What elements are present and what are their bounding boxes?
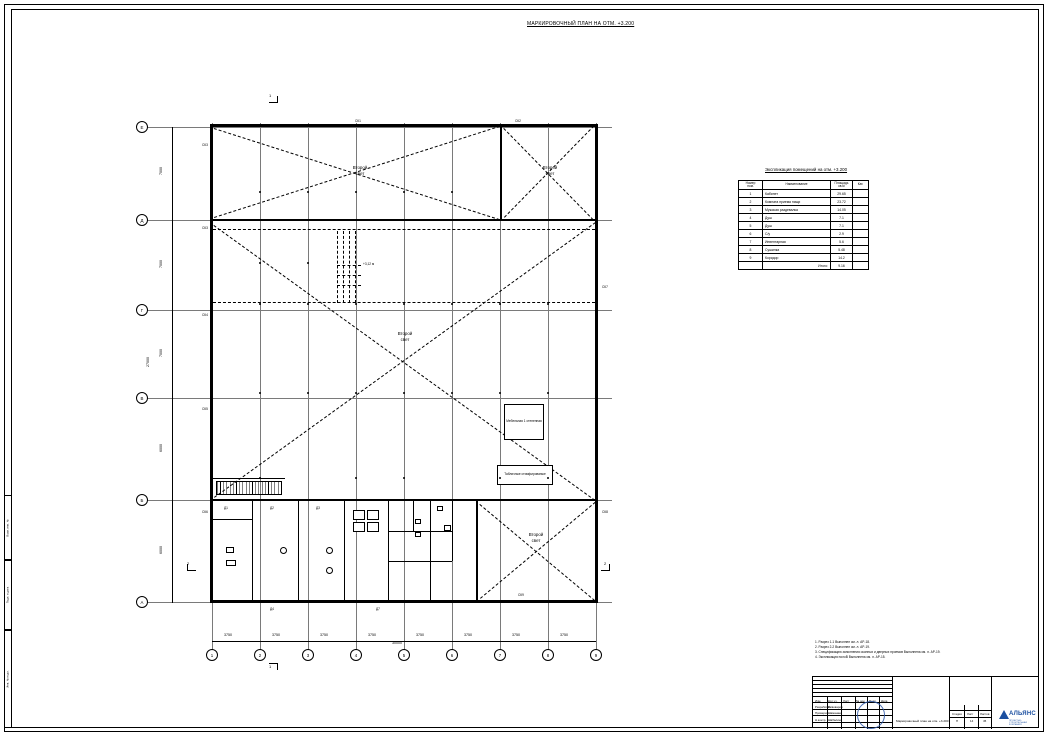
fixture	[226, 547, 234, 553]
shaft-line	[337, 265, 361, 266]
partition	[252, 501, 253, 601]
cell-cat	[853, 262, 869, 270]
tb-sheets-value: 45	[983, 719, 987, 723]
col-header-area: Площадь кв.м	[831, 181, 853, 190]
wall-tag: СК6	[202, 510, 208, 514]
table-row	[739, 214, 869, 222]
table-header-row	[739, 181, 869, 190]
cell-cat	[853, 190, 869, 198]
cell-name: Мужская раздевалка	[763, 206, 831, 214]
axis-bubble-1[interactable]: 1	[206, 649, 218, 661]
tb-col-header: Изм.	[815, 698, 822, 703]
table-row	[739, 254, 869, 262]
tb-col-header: № док.	[856, 698, 866, 703]
partition	[298, 501, 299, 601]
section-mark-tick	[277, 96, 278, 103]
axis-bubble-9[interactable]: 9	[590, 649, 602, 661]
table-row	[739, 238, 869, 246]
wall-tag: СК3	[202, 143, 208, 147]
axis-bubble-2[interactable]: 2	[254, 649, 266, 661]
fixture	[353, 510, 365, 520]
wall-interior-axis-d	[210, 219, 598, 221]
partition	[344, 501, 345, 601]
grid-line-v	[404, 123, 405, 655]
section-mark-label: 2	[187, 561, 190, 566]
door-tag: Д1	[224, 506, 228, 510]
shaft-line	[343, 231, 344, 303]
section-mark-label: 1	[269, 664, 272, 669]
fixture-dot	[326, 547, 333, 554]
tb-person: Шаманаев	[828, 711, 843, 715]
fixture	[415, 532, 421, 537]
room-label-text: Второй	[397, 331, 413, 336]
wall-tag: СК4	[202, 313, 208, 317]
section-mark-tick	[187, 570, 196, 571]
cell-cat	[853, 246, 869, 254]
wall-tag: СК2	[515, 119, 521, 123]
wall-exterior-top	[210, 124, 598, 127]
stair-edge	[213, 478, 285, 479]
note-box-2: Табличные стимфированые	[497, 465, 553, 485]
general-notes	[815, 640, 940, 660]
fixture	[437, 506, 443, 511]
dim-bottom: 3750	[416, 633, 424, 637]
dim-line-bottom	[212, 641, 596, 642]
cell-area: 29.65	[831, 190, 853, 198]
axis-bubble-g[interactable]: Г	[136, 304, 148, 316]
dim-bottom: 3750	[368, 633, 376, 637]
note-line: 3. Спецификацию заполнения оконных и дверных проемов Выполнена см. л. АР-19.	[815, 649, 941, 654]
tb-role: Проверил	[815, 711, 829, 715]
cell-area: 23.72	[831, 198, 853, 206]
left-strip-inv	[4, 630, 11, 728]
cell-area: 9.16	[831, 262, 853, 270]
section-mark-tick	[187, 564, 188, 571]
title-block	[812, 676, 1039, 728]
fixture	[415, 519, 421, 524]
dim-bottom: 3750	[224, 633, 232, 637]
cell-name: Душ	[763, 214, 831, 222]
door-tag: Д3	[316, 506, 320, 510]
cell-name: Душ	[763, 222, 831, 230]
explication-title: Экспликация помещений на отм. +3.200	[765, 167, 848, 172]
axis-bubble-v[interactable]: В	[136, 392, 148, 404]
wall-interior-vertical-top	[500, 124, 502, 221]
cell-area: 7.1	[831, 214, 853, 222]
axis-bubble-8[interactable]: 8	[542, 649, 554, 661]
left-strip-vzam	[4, 495, 11, 560]
tb-sheet-label: Лист	[967, 712, 974, 716]
axis-bubble-6[interactable]: 6	[446, 649, 458, 661]
wall-tag: СК9	[518, 593, 524, 597]
fixture	[444, 525, 451, 531]
floor-plan	[130, 95, 630, 675]
partition	[452, 501, 453, 561]
shaft-line	[337, 231, 338, 303]
cell-name: Сушилка	[763, 246, 831, 254]
table-row	[739, 246, 869, 254]
note-box-1: Мебельная 1 степенная	[504, 404, 544, 440]
shaft-line	[337, 275, 361, 276]
table-row-total	[739, 262, 869, 270]
fixture	[353, 522, 365, 532]
tb-sheet-value: 14	[970, 719, 974, 723]
grid-line-v	[452, 123, 453, 655]
wall-tag: СК7	[602, 285, 608, 289]
dim-left: 7000	[159, 167, 163, 175]
cell-name: Коридор	[763, 254, 831, 262]
cell-number: 2	[739, 198, 763, 206]
tb-drawing-name: Маркировочный план на отм. +3.200	[896, 719, 949, 723]
axis-bubble-7[interactable]: 7	[494, 649, 506, 661]
wall-tag: СК3	[202, 226, 208, 230]
fixture-dot	[326, 567, 333, 574]
company-logo-icon	[999, 710, 1009, 719]
grid-line-v	[548, 123, 549, 655]
axis-bubble-d[interactable]: Д	[136, 214, 148, 226]
table-row	[739, 198, 869, 206]
tb-stage-label: Стадия	[952, 712, 962, 716]
grid-line-v	[356, 123, 357, 655]
table-row	[739, 206, 869, 214]
shaft-line	[337, 285, 361, 286]
fixture	[226, 560, 236, 566]
cell-number: 7	[739, 238, 763, 246]
wall-tag: СК8	[602, 510, 608, 514]
dim-bottom: 3750	[512, 633, 520, 637]
axis-bubble-a[interactable]: А	[136, 596, 148, 608]
cell-name: Инвентарная	[763, 238, 831, 246]
cell-name: Итого:	[763, 262, 831, 270]
cell-number: 6	[739, 230, 763, 238]
wall-exterior-right	[595, 124, 598, 603]
void-cross-line	[479, 504, 594, 601]
col-header-number: Номер пом.	[739, 181, 763, 190]
room-label-text: свет	[400, 336, 410, 342]
dim-bottom-total: 30000	[392, 641, 402, 645]
col-header-name: Наименование	[763, 181, 831, 190]
cell-number: 1	[739, 190, 763, 198]
axis-bubble-4[interactable]: 4	[350, 649, 362, 661]
void-cross-line	[480, 502, 595, 599]
shaft-line	[355, 231, 356, 303]
tb-sheets-label: Листов	[980, 712, 990, 716]
fixture	[367, 510, 379, 520]
partition	[413, 501, 414, 531]
tb-role: Разработал	[815, 704, 831, 709]
tb-person: Шабалина	[828, 717, 842, 722]
note-line: 1. Разрез 1-1 Выполнен см. л. АР-18.	[815, 640, 870, 644]
axis-bubble-5[interactable]: 5	[398, 649, 410, 661]
cell-number	[739, 262, 763, 270]
section-mark-label: 2	[604, 561, 607, 566]
cell-area: 5.6	[831, 238, 853, 246]
cell-name: С/у	[763, 230, 831, 238]
cell-area: 5.48	[831, 246, 853, 254]
explication-table	[738, 180, 869, 270]
room-label-void-2	[520, 165, 580, 177]
room-label-void-4	[506, 532, 566, 544]
cell-cat	[853, 238, 869, 246]
tb-col-header: Кол.уч.	[828, 698, 838, 703]
wall-exterior-left	[210, 124, 213, 603]
door-tag: Д2	[270, 506, 274, 510]
hidden-line	[213, 229, 595, 230]
dim-left: 7000	[159, 260, 163, 268]
dim-bottom: 3750	[320, 633, 328, 637]
company-subtitle: ПРОЕКТНО-СТРОИТЕЛЬНАЯ КОМПАНИЯ	[1009, 720, 1028, 726]
cell-number: 4	[739, 214, 763, 222]
section-mark-label: 1	[269, 93, 272, 98]
section-mark-tick	[277, 663, 278, 670]
level-note: +3,12 м	[363, 262, 375, 266]
cell-area: 14.05	[831, 206, 853, 214]
room-label-text: Второй	[528, 532, 544, 537]
wall-interior-axis-b	[210, 499, 598, 501]
dim-bottom: 3750	[560, 633, 568, 637]
dim-left: 6000	[159, 444, 163, 452]
void-cross-line	[214, 222, 596, 498]
cell-number: 3	[739, 206, 763, 214]
tb-col-header: Лист	[843, 698, 850, 703]
table-row	[739, 230, 869, 238]
dim-left: 6000	[159, 546, 163, 554]
tb-stage-row	[950, 717, 992, 718]
fixture	[367, 522, 379, 532]
door-tag: Д7	[376, 607, 380, 611]
note-line: 4. Экспликация полоВ Выполнена см. л. АР-15.	[815, 654, 886, 659]
tb-role: Н.контр.	[815, 717, 827, 722]
cell-cat	[853, 198, 869, 206]
cell-number: 5	[739, 222, 763, 230]
cell-area: 14.2	[831, 254, 853, 262]
drawing-title: МАРКИРОВОЧНЫЙ ПЛАН НА ОТМ. +3.200	[527, 21, 635, 27]
section-mark-tick	[609, 564, 610, 571]
company-name: АЛЬЯНС	[1009, 711, 1036, 717]
left-strip-vzam-label: Взам. инв. №	[6, 518, 9, 537]
table-row	[739, 222, 869, 230]
left-strip-sign-label: Подп. и дата	[6, 586, 9, 604]
axis-bubble-e[interactable]: Е	[136, 121, 148, 133]
tb-col-header: Дата	[881, 698, 888, 703]
cell-cat	[853, 254, 869, 262]
tb-person: Пивоваров	[828, 704, 843, 709]
wall-tag: СК5	[202, 407, 208, 411]
cell-area: 2.9	[831, 230, 853, 238]
wall-tag: СК1	[355, 119, 361, 123]
cell-area: 7.1	[831, 222, 853, 230]
cell-cat	[853, 214, 869, 222]
cell-name: Комната приема пищи	[763, 198, 831, 206]
door-tag: Д4	[270, 607, 274, 611]
room-label-text: свет	[531, 537, 541, 543]
axis-bubble-3[interactable]: 3	[302, 649, 314, 661]
col-header-cat: Кат.	[853, 181, 869, 190]
partition	[430, 501, 431, 601]
corridor-line	[213, 519, 252, 520]
left-strip-sign	[4, 560, 11, 630]
tb-col-header: Подп.	[869, 698, 877, 703]
cell-cat	[853, 206, 869, 214]
shaft-line	[349, 231, 350, 303]
dim-bottom: 3750	[464, 633, 472, 637]
note-line: 2. Разрез 2-2 Выполнен см. л. АР-19.	[815, 644, 870, 649]
stairs	[216, 481, 282, 495]
dim-left: 7000	[159, 349, 163, 357]
cell-number: 9	[739, 254, 763, 262]
dim-left-total: 27000	[146, 357, 150, 367]
cell-number: 8	[739, 246, 763, 254]
room-label-text: свет	[545, 170, 555, 176]
room-label-void-1	[330, 165, 390, 177]
grid-line-v	[308, 123, 309, 655]
left-strip-inv-label: Инв. № подл.	[6, 670, 9, 688]
tb-stage-cell	[950, 705, 992, 711]
table-row	[739, 190, 869, 198]
fixture-dot	[280, 547, 287, 554]
room-label-text: Второй	[352, 165, 368, 170]
dim-line-left	[172, 127, 173, 603]
room-label-text: Второй	[542, 165, 558, 170]
cell-cat	[853, 222, 869, 230]
room-label-text: свет	[355, 170, 365, 176]
table-body	[739, 190, 869, 270]
wall-exterior-bottom	[210, 600, 598, 603]
partition	[388, 561, 452, 562]
axis-bubble-b[interactable]: Б	[136, 494, 148, 506]
partition	[388, 501, 389, 601]
room-label-void-3	[375, 331, 435, 343]
wall-interior-vertical-bottom	[476, 499, 478, 603]
cell-name: Кабинет	[763, 190, 831, 198]
cell-cat	[853, 230, 869, 238]
tb-stage-value: П	[956, 719, 959, 723]
dim-bottom: 3750	[272, 633, 280, 637]
